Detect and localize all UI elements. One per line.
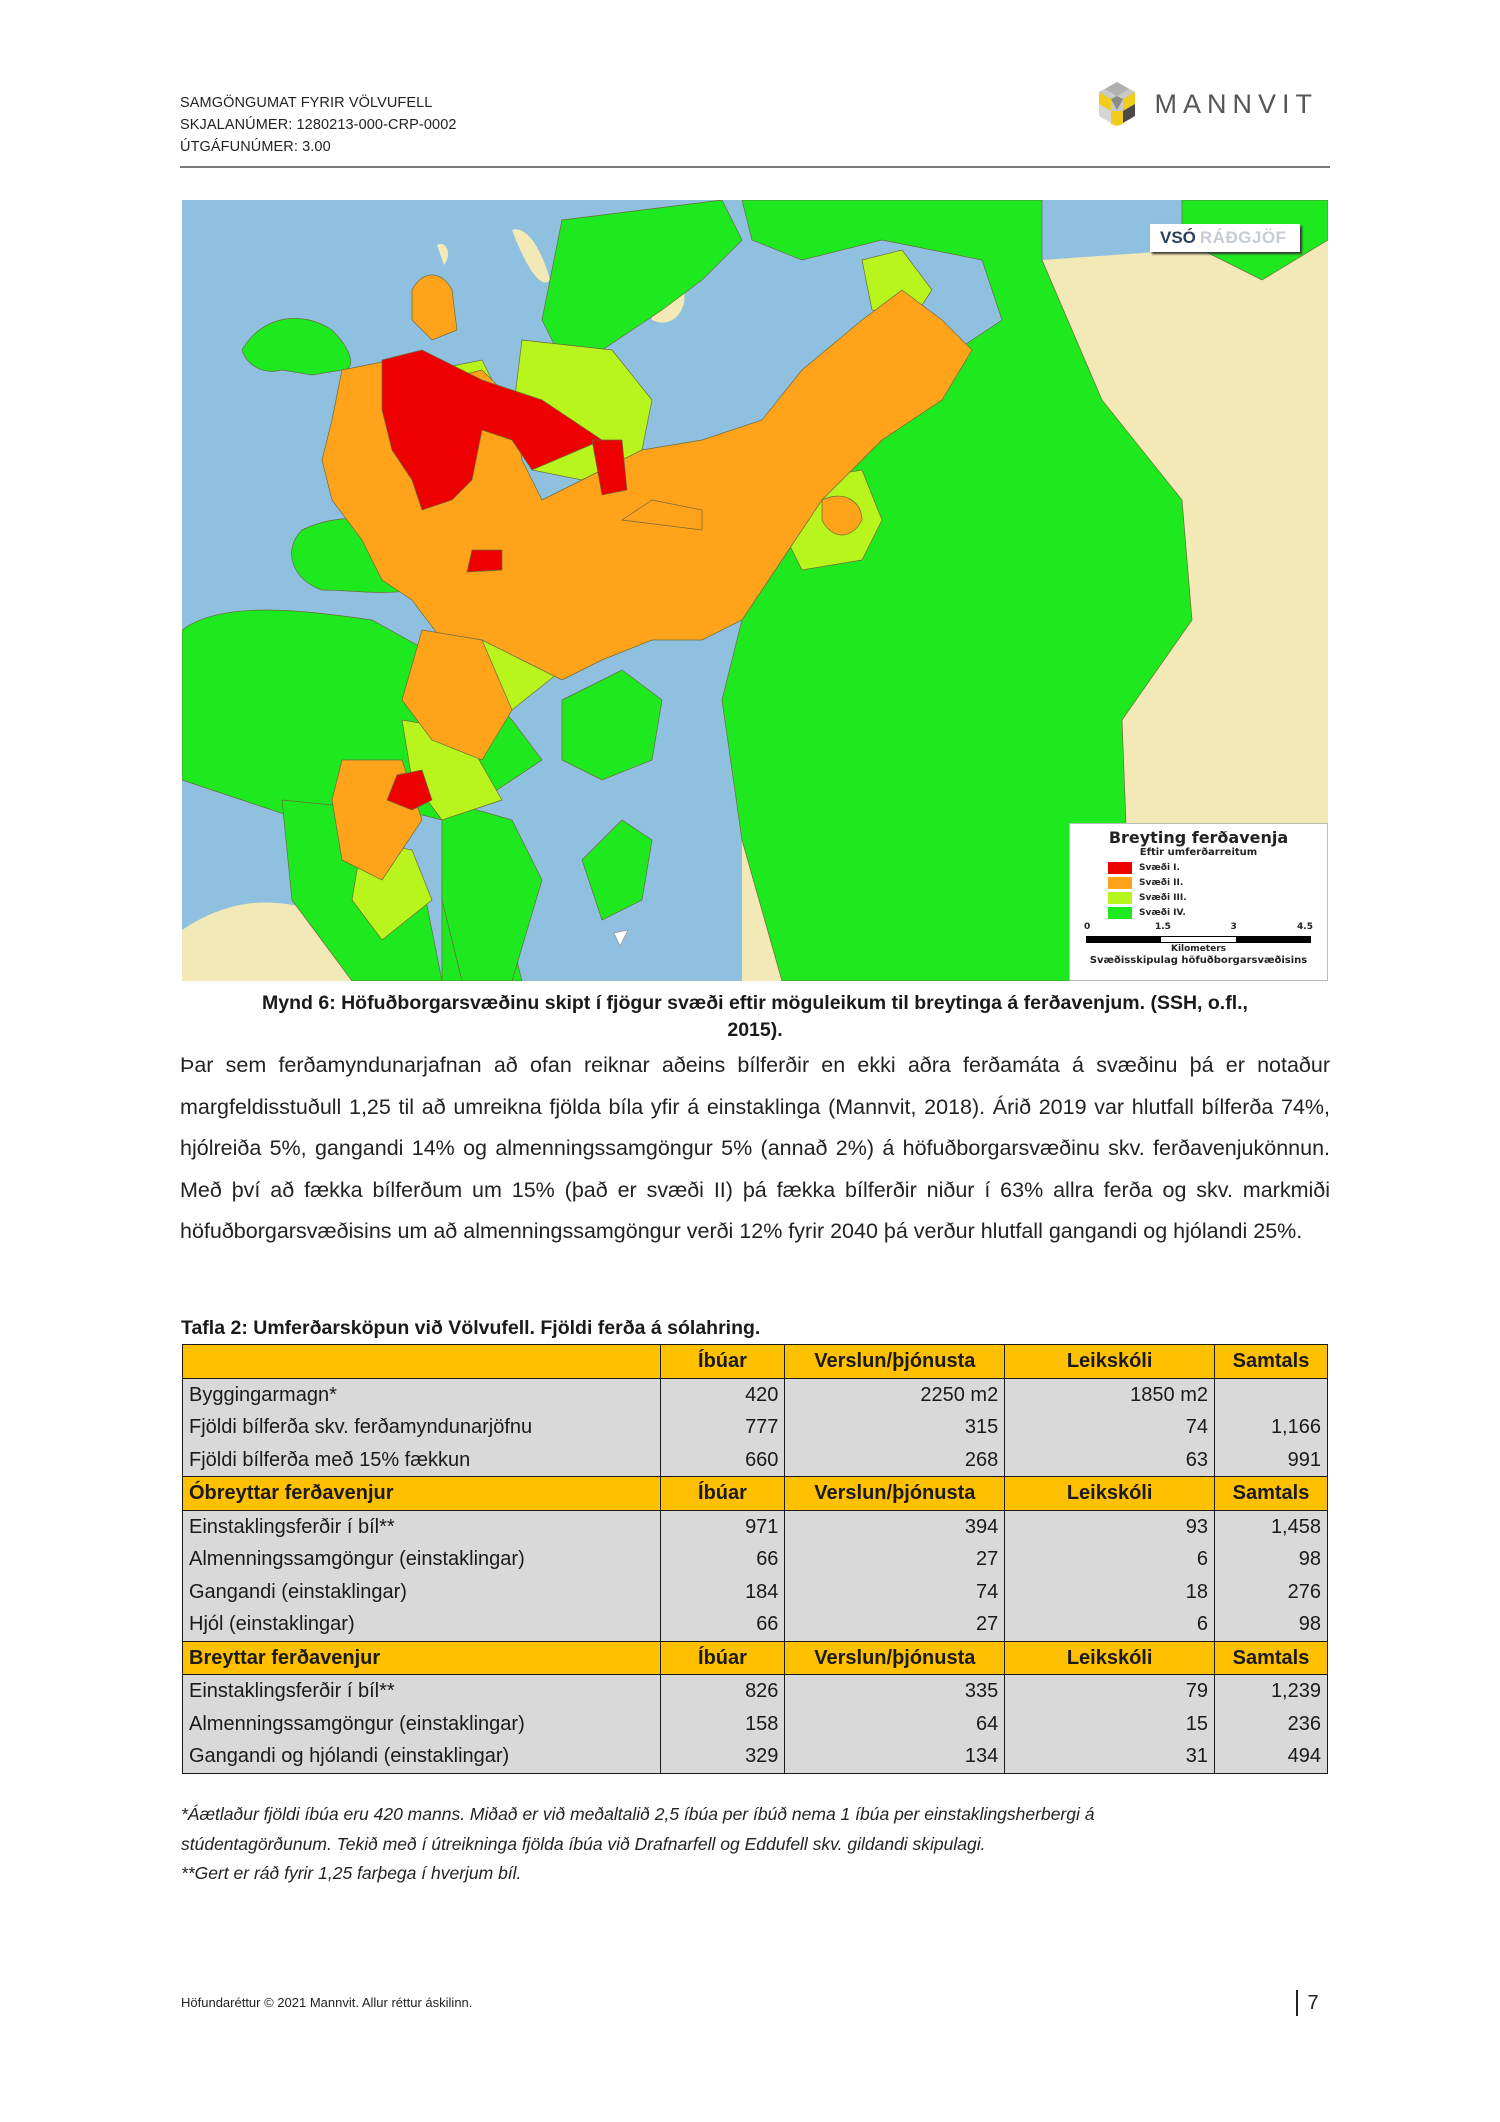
cell-verslun: 315 [785,1411,1005,1444]
cell-samtals [1215,1378,1328,1411]
version-number: ÚTGÁFUNÚMER: 3.00 [180,139,331,155]
column-header: Leikskóli [1005,1477,1215,1511]
cell-samtals: 236 [1215,1708,1328,1741]
caption-line: 2015). [727,1019,783,1041]
cell-ibuar: 660 [660,1444,785,1477]
scale-tick: 4.5 [1297,922,1313,932]
row-label: Fjöldi bílferða skv. ferðamyndunarjöfnu [183,1411,661,1444]
table-row [183,1510,1328,1543]
table-row [183,1444,1328,1477]
legend-subtitle: Eftir umferðarreitum [1139,847,1258,858]
column-header: Leikskóli [1005,1345,1215,1379]
table-row [183,1608,1328,1641]
page-header [180,88,1330,166]
cell-verslun: 74 [785,1576,1005,1609]
column-header: Íbúar [660,1477,785,1511]
footnote: *Áætlaður fjöldi íbúa eru 420 manns. Miðað er við meðaltalið 2,5 íbúa per íbúð nema 1 íbúa per einstaklingsherbergi á [181,1804,1095,1824]
cell-leikskoli: 15 [1005,1708,1215,1741]
cell-ibuar: 971 [660,1510,785,1543]
cell-ibuar: 777 [660,1411,785,1444]
cell-leikskoli: 18 [1005,1576,1215,1609]
cell-verslun: 64 [785,1708,1005,1741]
cell-samtals: 276 [1215,1576,1328,1609]
cell-leikskoli: 74 [1005,1411,1215,1444]
trip-generation-table [182,1344,1328,1774]
cell-verslun: 27 [785,1608,1005,1641]
row-label: Einstaklingsferðir í bíl** [183,1675,661,1708]
section-heading: Óbreyttar ferðavenjur [183,1477,661,1511]
cell-verslun: 268 [785,1444,1005,1477]
legend-swatch [1108,877,1132,889]
body-paragraph: Þar sem ferðamyndunarjafnan að ofan reiknar aðeins bílferðir en ekki aðra ferðamáta á svæðinu þá er notaður margfeldisstuðull 1,25 til að umreikna fjölda bíla yfir á einstaklinga (Mannvit, 2018). Árið 2019 var hlutfall bílferða 74%, hjólreiða 5%, gangandi 14% og almenningssamgöngur 5% (annað 2%) á höfuðborgarsvæðinu skv. ferðavenjukönnun. Með því að fækka bílferðum um 15% (það er svæði II) þá fækka bílferðir niður í 63% allra ferða og skv. markmiði höfuðborgarsvæðisins um að almenningssamgöngur verði 12% fyrir 2040 þá verður hlutfall gangandi og hjólandi 25%. [180,1053,1330,1243]
cell-ibuar: 184 [660,1576,785,1609]
header-divider [180,166,1330,168]
document-number: SKJALANÚMER: 1280213-000-CRP-0002 [180,117,457,133]
table-row [183,1740,1328,1773]
legend-label: Svæði III. [1139,892,1187,903]
caption-line: Mynd 6: Höfuðborgarsvæðinu skipt í fjögur svæði eftir möguleikum til breytinga á ferðavenjum. (SSH, o.fl., [262,992,1248,1014]
cell-samtals: 494 [1215,1740,1328,1773]
table-footnotes [181,1800,1331,1889]
footnote: stúdentagörðunum. Tekið með í útreikninga fjölda íbúa við Drafnarfell og Eddufell skv. gildandi skipulagi. [181,1833,986,1854]
column-header: Samtals [1215,1345,1328,1379]
legend-item-zone-4 [1108,905,1327,920]
cell-leikskoli: 63 [1005,1444,1215,1477]
logo-text: MANNVIT [1154,88,1318,119]
table-row [183,1378,1328,1411]
cell-ibuar: 420 [660,1378,785,1411]
cell-ibuar: 66 [660,1543,785,1576]
cell-verslun: 394 [785,1510,1005,1543]
cell-samtals: 991 [1215,1444,1328,1477]
scale-bar [1086,936,1311,943]
row-label: Gangandi (einstaklingar) [183,1576,661,1609]
cell-verslun: 335 [785,1675,1005,1708]
column-header: Íbúar [660,1641,785,1675]
cell-verslun: 2250 m2 [785,1378,1005,1411]
cell-ibuar: 158 [660,1708,785,1741]
column-header: Leikskóli [1005,1641,1215,1675]
legend-swatch [1108,892,1132,904]
row-label: Einstaklingsferðir í bíl** [183,1510,661,1543]
cell-samtals: 1,458 [1215,1510,1328,1543]
scale-tick: 0 [1084,922,1091,932]
vso-radgjof-badge [1150,224,1300,252]
scale-tick: 3 [1230,922,1237,932]
section-heading [183,1345,661,1379]
table-row [183,1675,1328,1708]
cell-samtals: 98 [1215,1608,1328,1641]
copyright-footer: Höfundaréttur © 2021 Mannvit. Allur réttur áskilinn. [181,1995,473,2010]
cell-leikskoli: 93 [1005,1510,1215,1543]
cell-samtals: 1,166 [1215,1411,1328,1444]
row-label: Fjöldi bílferða með 15% fækkun [183,1444,661,1477]
document-title: SAMGÖNGUMAT FYRIR VÖLVUFELL [180,95,433,111]
figure-caption [180,990,1330,1044]
page-number-divider [1296,1990,1298,2016]
column-header: Samtals [1215,1477,1328,1511]
row-label: Hjól (einstaklingar) [183,1608,661,1641]
badge-part2: RÁÐGJÖF [1199,228,1287,247]
column-header: Samtals [1215,1641,1328,1675]
table-section-header [183,1477,1328,1511]
row-label: Byggingarmagn* [183,1378,661,1411]
row-label: Almenningssamgöngur (einstaklingar) [183,1708,661,1741]
cell-leikskoli: 6 [1005,1608,1215,1641]
footnote: **Gert er ráð fyrir 1,25 farþega í hverjum bíl. [181,1863,522,1883]
cell-verslun: 27 [785,1543,1005,1576]
column-header: Verslun/þjónusta [785,1345,1005,1379]
cell-samtals: 98 [1215,1543,1328,1576]
cell-ibuar: 329 [660,1740,785,1773]
scale-ticks [1084,922,1313,934]
page-number-value: 7 [1307,1991,1319,2014]
cell-ibuar: 66 [660,1608,785,1641]
mannvit-cube-logo-icon [1095,80,1139,128]
cell-ibuar: 826 [660,1675,785,1708]
legend-label: Svæði II. [1139,877,1184,888]
column-header: Verslun/þjónusta [785,1477,1005,1511]
table-header-row [183,1345,1328,1379]
legend-source: Svæðisskipulag höfuðborgarsvæðisins [1089,955,1308,966]
row-label: Almenningssamgöngur (einstaklingar) [183,1543,661,1576]
row-label: Gangandi og hjólandi (einstaklingar) [183,1740,661,1773]
mannvit-logo [1095,80,1319,128]
cell-verslun: 134 [785,1740,1005,1773]
column-header: Verslun/þjónusta [785,1641,1005,1675]
cell-leikskoli: 31 [1005,1740,1215,1773]
legend-swatch [1108,862,1132,874]
cell-samtals: 1,239 [1215,1675,1328,1708]
legend-item-zone-3 [1108,890,1327,905]
column-header: Íbúar [660,1345,785,1379]
scale-units: Kilometers [1170,944,1226,954]
badge-part1: VSÓ [1160,228,1196,247]
cell-leikskoli: 6 [1005,1543,1215,1576]
table-section-header [183,1641,1328,1675]
cell-leikskoli: 1850 m2 [1005,1378,1215,1411]
legend-title: Breyting ferðavenja [1108,828,1289,847]
table-row [183,1543,1328,1576]
table-title: Tafla 2: Umferðarsköpun við Völvufell. Fjöldi ferða á sólahring. [181,1317,761,1339]
page-number [1296,1990,1319,2016]
table-row [183,1411,1328,1444]
map-legend [1069,823,1328,981]
section-heading: Breyttar ferðavenjur [183,1641,661,1675]
legend-label: Svæði I. [1139,862,1180,873]
legend-swatch [1108,907,1132,919]
legend-label: Svæði IV. [1139,907,1186,918]
cell-leikskoli: 79 [1005,1675,1215,1708]
table-row [183,1708,1328,1741]
legend-item-zone-1 [1108,860,1327,875]
legend-item-zone-2 [1108,875,1327,890]
scale-tick: 1.5 [1154,922,1171,932]
table-row [183,1576,1328,1609]
